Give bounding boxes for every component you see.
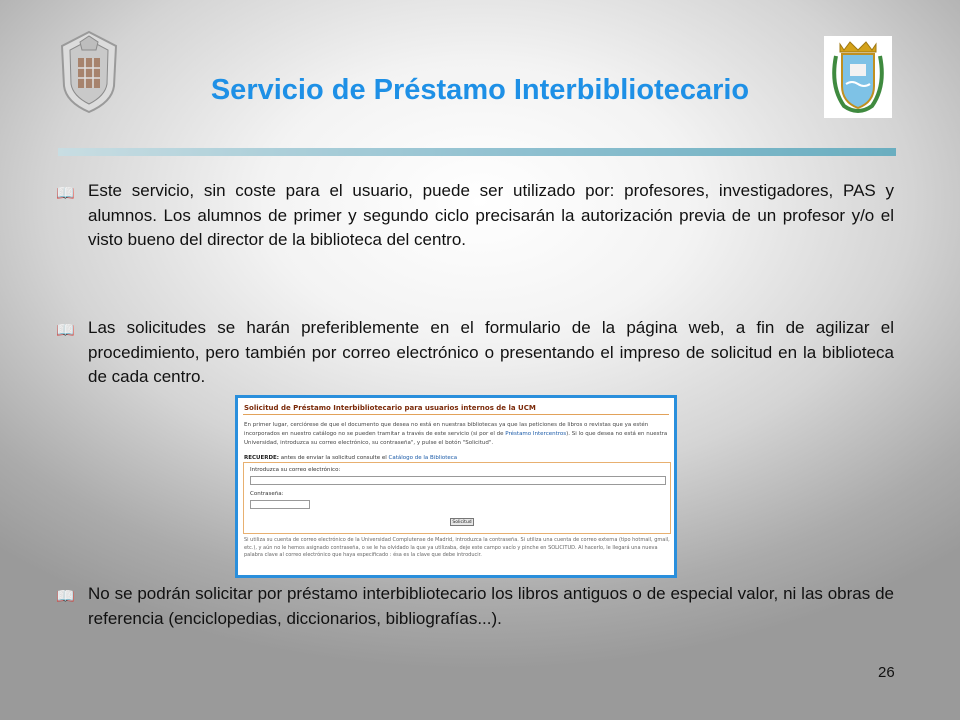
email-field[interactable] (250, 476, 666, 485)
bullet-text: No se podrán solicitar por préstamo interbibliotecario los libros antiguos o de especial valor, ni las obras de referencia (enciclopedias, diccionarios, bibliografías...). (88, 584, 894, 628)
page-number: 26 (878, 664, 895, 681)
page-title: Servicio de Préstamo Interbibliotecario (210, 74, 750, 106)
form-intro: En primer lugar, cerciórese de que el documento que desea no está en nuestras bibliotecas ya que las peticiones de libros o revistas que ya estén incorporados en nuestro catálogo no se pueden tramitar a través de este servicio (si por el de Préstamo Intercentros). Si lo que desea no está en nuestra Universidad, introduzca su correo electrónico, su contraseña", y pulse el botón "Solicitud". (244, 422, 668, 446)
form-note: Si utiliza su cuenta de correo electrónico de la Universidad Complutense de Madrid, introduzca la contraseña. Si utiliza una cuenta de correo externa (tipo hotmail, gmail, etc.), y aún no le hemos asignado contraseña, o se le ha olvidado la que ya utilizaba, deje este campo vacío y pinche en SOLICITUD. Al hacerlo, le llegará una nueva palabra clave al correo electrónico que haya especificado : ésa es la clave que debe introducir. (244, 537, 670, 558)
prestamo-intercentros-link[interactable]: Préstamo Intercentros (505, 431, 567, 437)
book-icon: 📖 (56, 184, 75, 202)
book-icon: 📖 (56, 321, 75, 339)
form-title-divider (243, 414, 669, 415)
login-form (243, 462, 671, 534)
catalog-link[interactable]: Catálogo de la Biblioteca (388, 455, 458, 461)
bullet-text: Este servicio, sin coste para el usuario, puede ser utilizado por: profesores, investigadores, PAS y alumnos. Los alumnos de primer y segundo ciclo precisarán la autorización previa de un profesor y/o el visto bueno del director de la biblioteca del centro. (88, 181, 894, 249)
form-reminder: RECUERDE: antes de enviar la solicitud consulte el Catálogo de la Biblioteca (244, 455, 458, 461)
title-divider (58, 148, 896, 156)
email-label: Introduzca su correo electrónico: (250, 467, 341, 473)
password-label: Contraseña: (250, 491, 284, 497)
list-item (56, 316, 894, 390)
book-icon: 📖 (56, 587, 75, 605)
form-screenshot (235, 395, 677, 578)
list-item (56, 582, 894, 631)
password-field[interactable] (250, 500, 310, 509)
list-item (56, 179, 894, 253)
form-title: Solicitud de Préstamo Interbibliotecario para usuarios internos de la UCM (244, 404, 536, 412)
solicitud-button[interactable]: Solicitud (450, 518, 474, 526)
bullet-text: Las solicitudes se harán preferiblemente en el formulario de la página web, a fin de agilizar el procedimiento, pero también por correo electrónico o presentando el impreso de solicitud en la biblioteca de cada centro. (88, 318, 894, 386)
